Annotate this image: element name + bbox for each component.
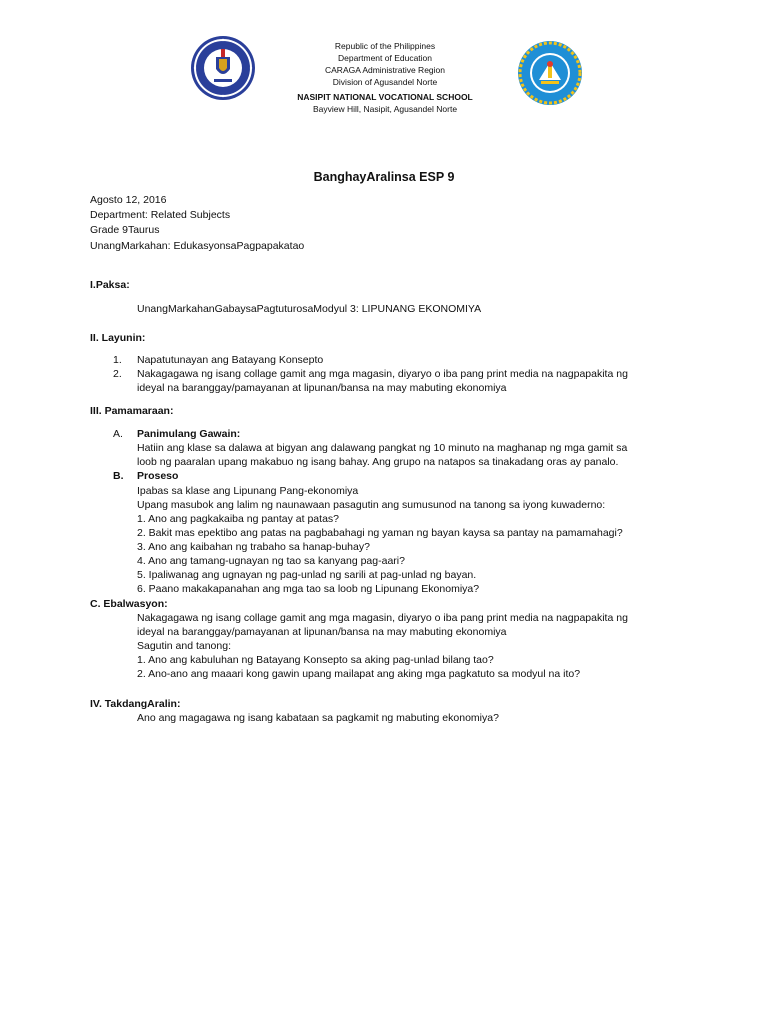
proseso-question: 4. Ano ang tamang-ugnayan ng tao sa kanyang pag-aari? xyxy=(137,555,405,567)
layunin-item-2-num: 2. xyxy=(113,368,122,380)
header-block xyxy=(230,40,540,115)
proseso-question: 2. Bakit mas epektibo ang patas na pagbabahagi ng yaman ng bayan kaysa sa pantay na pamamahagi? xyxy=(137,527,623,539)
header-region: CARAGA Administrative Region xyxy=(325,65,445,75)
meta-grade: Grade 9Taurus xyxy=(90,224,160,236)
meta-department: Department: Related Subjects xyxy=(90,209,231,221)
proseso-question: 6. Paano makakapanahan ang mga tao sa loob ng Lipunang Ekonomiya? xyxy=(137,583,480,595)
takdang-text: Ano ang magagawa ng isang kabataan sa pagkamit ng mabuting ekonomiya? xyxy=(137,712,499,724)
paksa-text: UnangMarkahanGabaysaPagtuturosaModyul 3: LIPUNANG EKONOMIYA xyxy=(137,303,482,315)
layunin-item-1: Napatutunayan ang Batayang Konsepto xyxy=(137,354,324,366)
section-c-line-2: ideyal na baranggay/pamayanan at lipunan/bansa na may mabuting ekonomiya xyxy=(137,626,507,638)
layunin-item-2-cont: ideyal na baranggay/pamayanan at lipunan/bansa na may mabuting ekonomiya xyxy=(137,382,507,394)
proseso-question: 5. Ipaliwanag ang ugnayan ng pag-unlad ng sarili at pag-unlad ng bayan. xyxy=(137,569,477,581)
header-country: Republic of the Philippines xyxy=(334,41,436,51)
section-a-title: Panimulang Gawain: xyxy=(137,428,241,440)
meta-date: Agosto 12, 2016 xyxy=(90,194,167,206)
section-b-line-2: Upang masubok ang lalim ng naunawaan pasagutin ang sumusunod na tanong sa iyong kuwaderno: xyxy=(137,499,606,511)
layunin-item-2: Nakagagawa ng isang collage gamit ang mga magasin, diyaryo o iba pang print media na nagpapakita ng xyxy=(137,368,628,380)
section-b-line-1: Ipabas sa klase ang Lipunang Pang-ekonomiya xyxy=(137,485,359,497)
proseso-question: 1. Ano ang pagkakaiba ng pantay at patas? xyxy=(137,513,339,525)
takdang-heading: IV. TakdangAralin: xyxy=(90,698,181,710)
proseso-question: 3. Ano ang kaibahan ng trabaho sa hanap-buhay? xyxy=(137,541,370,553)
ebalwasyon-question: 1. Ano ang kabuluhan ng Batayang Konsepto sa aking pag-unlad bilang tao? xyxy=(137,654,494,666)
section-a-letter: A. xyxy=(113,428,123,440)
ebalwasyon-question: 2. Ano-ano ang maaari kong gawin upang mailapat ang aking mga pagkatuto sa modyul na ito? xyxy=(137,668,581,680)
section-c-heading: C. Ebalwasyon: xyxy=(90,598,168,610)
section-a-line-1: Hatiin ang klase sa dalawa at bigyan ang dalawang pangkat ng 10 minuto na maghanap ng mga gamit sa xyxy=(137,442,628,454)
section-b-title: Proseso xyxy=(137,470,179,482)
section-c-line-3: Sagutin and tanong: xyxy=(137,640,231,652)
paksa-heading: I.Paksa: xyxy=(90,279,130,291)
header-department: Department of Education xyxy=(337,53,433,63)
meta-quarter-label: UnangMarkahan: xyxy=(90,240,171,252)
section-a-line-2: loob ng paaralan upang makabuo ng isang bahay. Ang grupo na natapos sa tinakadang oras ay panalo. xyxy=(137,456,619,468)
header-division: Division of Agusandel Norte xyxy=(332,77,438,87)
meta-quarter-value: EdukasyonsaPagpapakatao xyxy=(170,240,305,252)
header-address: Bayview Hill, Nasipit, Agusandel Norte xyxy=(312,104,458,114)
section-c-line-1: Nakagagawa ng isang collage gamit ang mga magasin, diyaryo o iba pang print media na nagpapakita ng xyxy=(137,612,628,624)
pamamaraan-heading: III. Pamamaraan: xyxy=(90,405,174,417)
layunin-heading: II. Layunin: xyxy=(90,332,146,344)
layunin-item-1-num: 1. xyxy=(113,354,122,366)
page-title: BanghayAralinsa ESP 9 xyxy=(313,170,455,184)
meta-quarter xyxy=(90,239,304,254)
header-school: NASIPIT NATIONAL VOCATIONAL SCHOOL xyxy=(297,92,473,102)
section-b-letter: B. xyxy=(113,470,124,482)
